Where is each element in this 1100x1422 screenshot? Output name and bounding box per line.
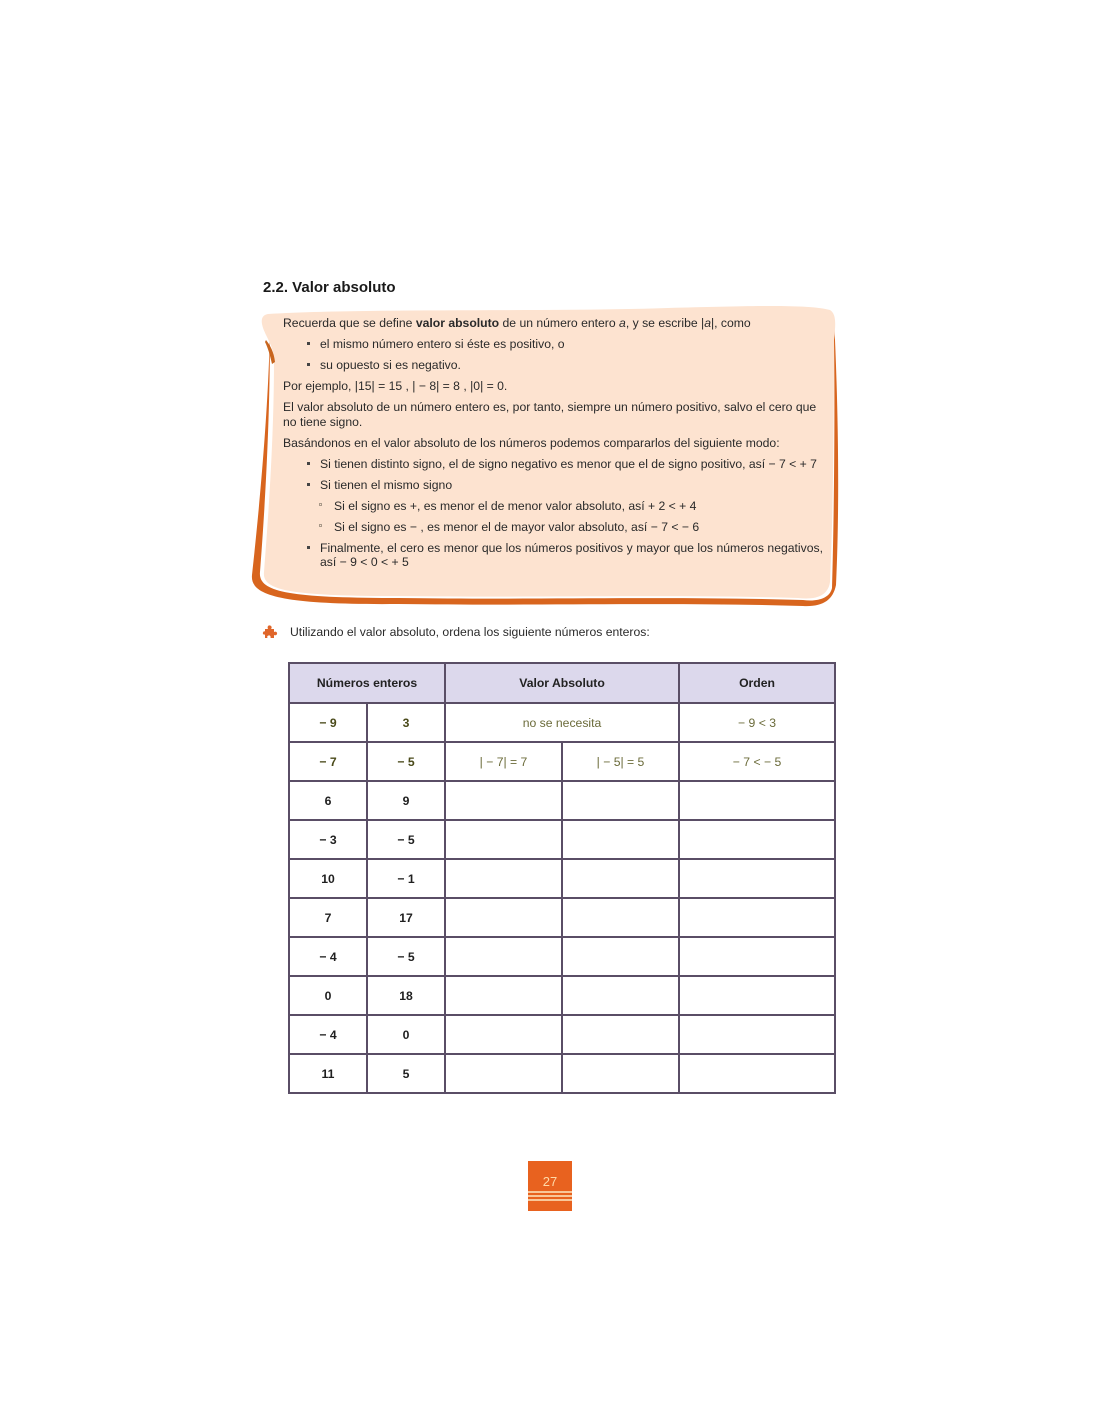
cell-abs-b-blank[interactable] <box>562 1015 679 1054</box>
rule-same-minus: Si el signo es − , es menor el de mayor valor absoluto, así − 7 < − 6 <box>283 520 823 535</box>
table-row <box>289 1054 835 1093</box>
cell-order-blank[interactable] <box>679 898 835 937</box>
cell-number-b: − 1 <box>367 859 445 898</box>
term-bold: valor absoluto <box>415 316 500 330</box>
callout-intro <box>283 316 823 331</box>
cell-abs-a-blank[interactable] <box>445 1015 562 1054</box>
table-row <box>289 937 835 976</box>
page-tab-stripe <box>528 1195 572 1197</box>
cell-number-a: − 7 <box>289 742 367 781</box>
rule-same-sign: Si tienen el mismo signo <box>283 478 823 493</box>
cell-order-blank[interactable] <box>679 1054 835 1093</box>
page-tab-stripe <box>528 1199 572 1201</box>
cell-abs-b-blank[interactable] <box>562 976 679 1015</box>
rule-same-plus: Si el signo es +, es menor el de menor valor absoluto, así + 2 < + 4 <box>283 499 823 514</box>
rule-distinct-sign: Si tienen distinto signo, el de signo negativo es menor que el de signo positivo, así − 7 < + 7 <box>283 457 823 472</box>
cell-abs-b: | − 5| = 5 <box>562 742 679 781</box>
cell-order-blank[interactable] <box>679 976 835 1015</box>
cell-number-a: 10 <box>289 859 367 898</box>
instruction-text: Utilizando el valor absoluto, ordena los siguiente números enteros: <box>290 625 650 639</box>
cell-abs-a-blank[interactable] <box>445 781 562 820</box>
cell-abs-b-blank[interactable] <box>562 859 679 898</box>
cell-number-a: − 4 <box>289 1015 367 1054</box>
rule-zero: Finalmente, el cero es menor que los números positivos y mayor que los números negativos, así − 9 < 0 < + 5 <box>283 541 823 570</box>
cell-number-a: 11 <box>289 1054 367 1093</box>
variable-a: a <box>619 316 626 330</box>
table-row <box>289 781 835 820</box>
example-text: Por ejemplo, |15| = 15 , | − 8| = 8 , |0| = 0. <box>283 379 508 393</box>
definition-item: su opuesto si es negativo. <box>283 358 823 373</box>
cell-abs-a-blank[interactable] <box>445 820 562 859</box>
cell-abs-b-blank[interactable] <box>562 820 679 859</box>
puzzle-piece-icon <box>262 624 278 640</box>
cell-number-b: − 5 <box>367 742 445 781</box>
header-orden: Orden <box>679 663 835 703</box>
cell-order-blank[interactable] <box>679 781 835 820</box>
cell-abs-a-blank[interactable] <box>445 859 562 898</box>
cell-number-b: 9 <box>367 781 445 820</box>
cell-number-a: 6 <box>289 781 367 820</box>
intro-text-4: |, como <box>710 316 751 330</box>
cell-abs-b-blank[interactable] <box>562 1054 679 1093</box>
cell-order: − 7 < − 5 <box>679 742 835 781</box>
cell-order: − 9 < 3 <box>679 703 835 742</box>
cell-abs-merged: no se necesita <box>445 703 679 742</box>
cell-abs-b-blank[interactable] <box>562 898 679 937</box>
cell-abs-b-blank[interactable] <box>562 781 679 820</box>
cell-number-a: 7 <box>289 898 367 937</box>
definition-list <box>283 337 823 373</box>
table-row <box>289 820 835 859</box>
cell-number-b: − 5 <box>367 820 445 859</box>
cell-number-b: 17 <box>367 898 445 937</box>
exercise-table <box>288 662 836 1094</box>
page-number: 27 <box>542 1174 558 1189</box>
compare-intro: Basándonos en el valor absoluto de los números podemos compararlos del siguiente modo: <box>283 435 780 450</box>
cell-abs-a-blank[interactable] <box>445 1054 562 1093</box>
table-header-row <box>289 663 835 703</box>
table-row <box>289 976 835 1015</box>
cell-order-blank[interactable] <box>679 859 835 898</box>
variable-a-2: a <box>704 316 711 330</box>
cell-number-a: − 9 <box>289 703 367 742</box>
cell-number-b: 18 <box>367 976 445 1015</box>
cell-order-blank[interactable] <box>679 1015 835 1054</box>
intro-text-2: de un número entero <box>499 316 620 330</box>
intro-text: Recuerda que se define <box>283 316 416 330</box>
callout-box <box>283 316 823 576</box>
cell-abs-a: | − 7| = 7 <box>445 742 562 781</box>
header-numeros-enteros: Números enteros <box>289 663 445 703</box>
cell-abs-a-blank[interactable] <box>445 937 562 976</box>
rules-list <box>283 457 823 570</box>
exercise-instruction <box>262 624 650 640</box>
table-row-example <box>289 703 835 742</box>
cell-order-blank[interactable] <box>679 820 835 859</box>
cell-order-blank[interactable] <box>679 937 835 976</box>
cell-number-a: − 3 <box>289 820 367 859</box>
page-tab-stripe <box>528 1191 572 1193</box>
cell-number-a: 0 <box>289 976 367 1015</box>
table-row <box>289 859 835 898</box>
table-row <box>289 1015 835 1054</box>
cell-abs-b-blank[interactable] <box>562 937 679 976</box>
table-row-example <box>289 742 835 781</box>
cell-number-b: 3 <box>367 703 445 742</box>
header-valor-absoluto: Valor Absoluto <box>445 663 679 703</box>
page-number-tab <box>528 1161 572 1211</box>
table-row <box>289 898 835 937</box>
cell-abs-a-blank[interactable] <box>445 898 562 937</box>
cell-number-b: 5 <box>367 1054 445 1093</box>
cell-number-a: − 4 <box>289 937 367 976</box>
cell-abs-a-blank[interactable] <box>445 976 562 1015</box>
intro-text-3: , y se escribe | <box>625 316 705 330</box>
cell-number-b: − 5 <box>367 937 445 976</box>
section-title: 2.2. Valor absoluto <box>263 279 396 296</box>
definition-item: el mismo número entero si éste es positivo, o <box>283 337 823 352</box>
remark-text: El valor absoluto de un número entero es, por tanto, siempre un número positivo, salvo el cero que no tiene signo. <box>283 400 817 429</box>
cell-number-b: 0 <box>367 1015 445 1054</box>
